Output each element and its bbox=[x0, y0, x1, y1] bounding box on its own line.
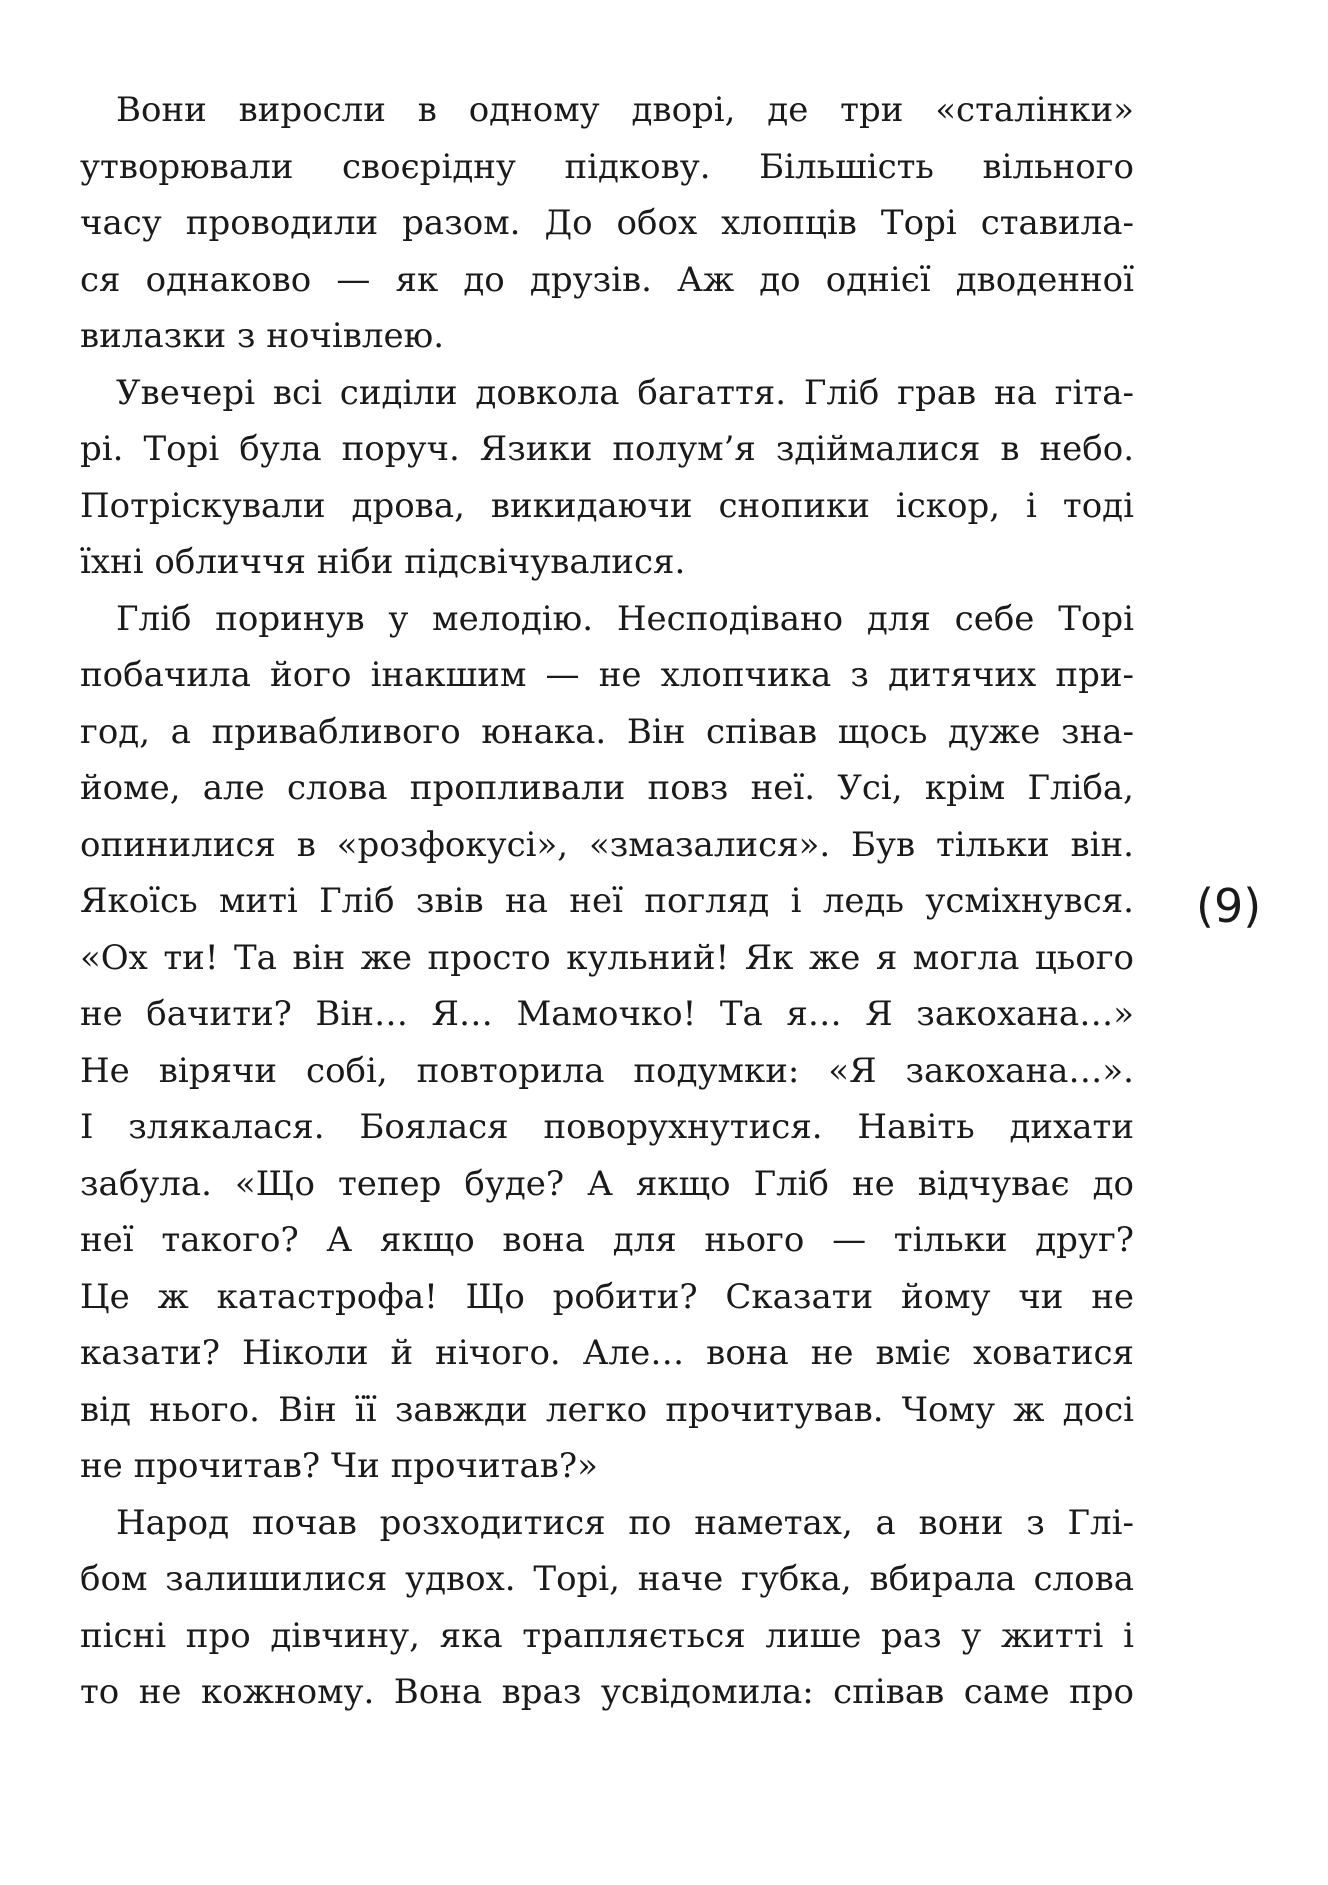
text-line: не бачити? Він… Я… Мамочко! Та я… Я закохана…» bbox=[80, 994, 1134, 1034]
text-line: «Ох ти! Та він же просто кульний! Як же я могла цього bbox=[80, 937, 1134, 978]
text-line: йоме, але слова пропливали повз неї. Усі, крім Гліба, bbox=[80, 768, 1134, 808]
page-number: (9) bbox=[1196, 879, 1262, 933]
text-line: Потріскували дрова, викидаючи снопики іскор, і тоді bbox=[80, 485, 1134, 526]
body-text bbox=[80, 82, 1134, 1721]
text-line: казати? Ніколи й нічого. Але… вона не вміє ховатися bbox=[80, 1333, 1134, 1373]
text-line: від нього. Він її завжди легко прочитував. Чому ж досі bbox=[80, 1389, 1134, 1430]
text-line: год, а привабливого юнака. Він співав щось дуже зна- bbox=[80, 711, 1134, 752]
text-line: бом залишилися удвох. Торі, наче губка, вбирала слова bbox=[80, 1559, 1134, 1599]
text-line: часу проводили разом. До обох хлопців Торі ставила- bbox=[80, 203, 1134, 243]
text-line: пісні про дівчину, яка трапляється лише раз у житті і bbox=[80, 1615, 1134, 1656]
text-line: І злякалася. Боялася поворухнутися. Навіть дихати bbox=[80, 1107, 1134, 1147]
text-line: утворювали своєрідну підкову. Більшість вільного bbox=[80, 146, 1134, 187]
text-line: побачила його інакшим — не хлопчика з дитячих при- bbox=[80, 655, 1134, 695]
text-line: неї такого? А якщо вона для нього — тільки друг? bbox=[80, 1220, 1134, 1260]
text-line: рі. Торі була поруч. Язики полум’я здіймалися в небо. bbox=[80, 429, 1134, 469]
text-line: Гліб поринув у мелодію. Несподівано для себе Торі bbox=[116, 598, 1134, 639]
text-line: не прочитав? Чи прочитав?» bbox=[80, 1446, 598, 1486]
text-line: забула. «Що тепер буде? А якщо Гліб не відчуває до bbox=[80, 1163, 1134, 1204]
text-line: ся однаково — як до друзів. Аж до однієї дводенної bbox=[80, 259, 1134, 300]
text-line: Не вірячи собі, повторила подумки: «Я закохана…». bbox=[80, 1050, 1134, 1091]
text-line: то не кожному. Вона враз усвідомила: співав саме про bbox=[80, 1672, 1134, 1712]
text-line: вилазки з ночівлею. bbox=[80, 316, 445, 356]
text-line: Якоїсь миті Гліб звів на неї погляд і ледь усміхнувся. bbox=[80, 881, 1134, 921]
text-line: Народ почав розходитися по наметах, а вони з Глі- bbox=[116, 1502, 1134, 1543]
text-line: Увечері всі сиділи довкола багаття. Гліб грав на гіта- bbox=[116, 372, 1134, 413]
text-line: Це ж катастрофа! Що робити? Сказати йому чи не bbox=[80, 1276, 1134, 1317]
text-line: Вони виросли в одному дворі, де три «сталінки» bbox=[116, 90, 1134, 130]
text-line: опинилися в «розфокусі», «змазалися». Був тільки він. bbox=[80, 824, 1134, 865]
text-line: їхні обличчя ніби підсвічувалися. bbox=[80, 542, 686, 582]
